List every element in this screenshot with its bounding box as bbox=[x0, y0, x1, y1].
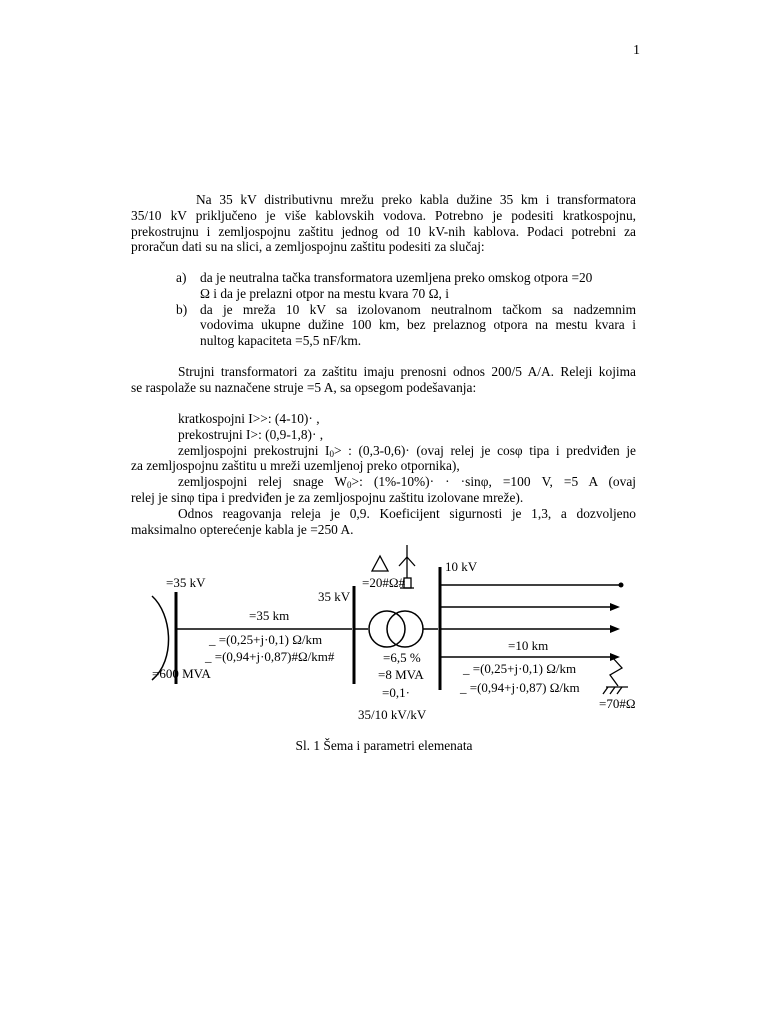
delta-winding-icon bbox=[372, 556, 388, 571]
relay-snage: zemljospojni relej snage $W_0>$: (1%-10%)· · ·sinφ, =100 V, =5 A (ovaj bbox=[178, 474, 636, 491]
list-marker-a: a) bbox=[176, 270, 187, 285]
list-b-line-1: da je mreža 10 kV sa izolovanom neutralnom tačkom sa nadzemnim bbox=[200, 301, 636, 317]
relay-odnos-line1: Odnos reagovanja releja je 0,9. Koeficijent sigurnosti je 1,3, a dozvoljeno bbox=[178, 505, 636, 521]
list-marker-b: b) bbox=[176, 301, 188, 317]
relay-zemljospojni-prekostrujni: zemljospojni prekostrujni $I_0>$ : (0,3-0,6)· (ovaj relej je cosφ tipa i predviđen je bbox=[178, 442, 636, 459]
figure-caption: Sl. 1 Šema i parametri elemenata bbox=[295, 738, 473, 753]
label-cable-length-35: =35 km bbox=[249, 608, 290, 623]
label-cable-length-10: =10 km bbox=[508, 638, 549, 653]
intro-line-3: prekostrujnu i zemljospojnu zaštitu jednog od 10 kV-nih kablova. Podaci potrebni za bbox=[131, 223, 636, 239]
intro-line-1: Na 35 kV distributivnu mrežu preko kabla dužine 35 km i transformatora bbox=[196, 192, 636, 207]
relay-kratkospojni: kratkospojni I>>: (4-10)· , bbox=[178, 411, 320, 426]
relay-odnos-line2: maksimalno opterećenje kabla je =250 A. bbox=[131, 521, 354, 537]
label-bus-35kv: 35 kV bbox=[318, 589, 351, 604]
list-b-line-3: nultog kapaciteta =5,5 nF/km. bbox=[200, 333, 362, 349]
ct-line-2: se raspolaže su naznačene struje =5 A, sa opsegom podešavanja: bbox=[131, 379, 477, 395]
label-bus-10kv: 10 kV bbox=[445, 559, 478, 574]
list-b-line-2: vodovima ukupne dužine 100 km, bez prelaznog otpora na mestu kvara i bbox=[200, 317, 636, 333]
fault-ground-icon bbox=[603, 657, 628, 694]
list-a-line-2: Ω i da je prelazni otpor na mestu kvara 70 Ω, i bbox=[200, 285, 449, 301]
label-transformer-ratio: 35/10 kV/kV bbox=[358, 707, 427, 722]
label-grounding-resistance: =20#Ω# bbox=[362, 575, 405, 590]
label-cable-z0-35: _ =(0,94+j·0,87)#Ω/km# bbox=[205, 649, 335, 664]
page-number: 1 bbox=[633, 43, 640, 58]
list-a-line-1: da je neutralna tačka transformatora uzemljena preko omskog otpora =20 bbox=[200, 270, 593, 285]
outgoing-feeders bbox=[440, 585, 620, 629]
label-cable-z0-10: _ =(0,94+j·0,87) Ω/km bbox=[460, 680, 580, 695]
label-rated-power: =8 MVA bbox=[378, 667, 424, 682]
intro-line-4: proračun dati su na slici, a zemljospojnu zaštitu podesiti za slučaj: bbox=[131, 239, 485, 255]
feeder-arrow-3 bbox=[610, 625, 620, 633]
relay-snage-line2: relej je sinφ tipa i predviđen je za zemljospojnu zaštitu izolovane mreže). bbox=[131, 489, 524, 505]
label-source-voltage: =35 kV bbox=[166, 575, 206, 590]
label-cable-z1-35: _ =(0,25+j·0,1) Ω/km bbox=[209, 632, 323, 647]
label-fault-resistance: =70#Ω bbox=[599, 696, 636, 711]
label-cable-z1-10: _ =(0,25+j·0,1) Ω/km bbox=[463, 661, 577, 676]
label-short-circuit-power: =600 MVA bbox=[152, 666, 211, 681]
ct-line-1: Strujni transformatori za zaštitu imaju prenosni odnos 200/5 A/A. Releji kojima bbox=[178, 364, 636, 379]
intro-line-2: 35/10 kV priključeno je više kablovskih vodova. Potrebno je podesiti kratkospojnu, bbox=[131, 207, 636, 223]
feeder-end-dot-1 bbox=[619, 583, 624, 588]
feeder-arrow-2 bbox=[610, 603, 620, 611]
relay-prekostrujni: prekostrujni I>: (0,9-1,8)· , bbox=[178, 426, 324, 442]
label-zero-sequence-ratio: =0,1· bbox=[382, 685, 410, 700]
label-short-circuit-voltage: =6,5 % bbox=[383, 650, 421, 665]
relay-zemljospojni-line2: za zemljospojnu zaštitu u mreži uzemljenoj preko otpornika), bbox=[131, 458, 460, 474]
